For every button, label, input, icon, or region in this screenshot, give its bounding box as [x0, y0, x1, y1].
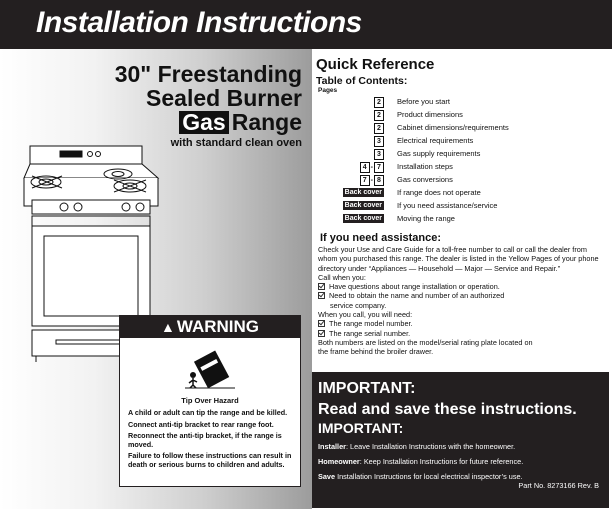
toc-page-ref: 2 [374, 110, 384, 121]
product-title-line1: 30" Freestanding [114, 61, 302, 87]
header-bar [0, 0, 612, 49]
toc-page-ref: Back cover [344, 202, 382, 209]
assistance-footer: the frame behind the broiler drawer. [318, 347, 434, 357]
product-title-line2: Sealed Burner [146, 85, 302, 111]
read-and-save-heading: Read and save these instructions. [318, 401, 577, 418]
toc-page-ref: Back cover [344, 215, 382, 222]
warning-line: Connect anti-tip bracket to rear range foot. [128, 419, 274, 429]
toc-title: Table of Contents: [316, 75, 408, 87]
warning-heading [120, 316, 300, 338]
toc-page-ref: 3 [374, 149, 384, 160]
toc-row [316, 135, 612, 148]
assistance-intro: Check your Use and Care Guide for a toll-free number to call or call the dealer from whom you purchased this range. The dealer is listed in the Yellow Pages of your phone directory under “Appliances — Household — Major — Service and Repair.” [318, 245, 599, 273]
warning-line: Failure to follow these instructions can result in death or serious burns to children and adults. [128, 451, 292, 469]
checklist-item-continued: service company. [330, 300, 387, 310]
installer-note: Installer: Leave Installation Instructions with the homeowner. [318, 442, 516, 451]
checkbox-icon [318, 292, 325, 299]
toc-row [316, 122, 612, 135]
homeowner-note: Homeowner: Keep Installation Instructions for future reference. [318, 457, 524, 466]
range-label: Range [231, 109, 302, 135]
toc-entry: Gas supply requirements [397, 149, 481, 158]
gas-label: Gas [179, 111, 228, 134]
checklist-item: The range serial number. [318, 329, 604, 338]
warning-triangle-icon: ▲ [160, 319, 175, 335]
warning-line: A child or adult can tip the range and be killed. [128, 408, 288, 417]
quick-reference-title: Quick Reference [316, 56, 435, 73]
assistance-footer: Both numbers are listed on the model/serial rating plate located on [318, 337, 533, 347]
important-heading: IMPORTANT: [318, 380, 416, 397]
hazard-title: Tip Over Hazard [181, 396, 239, 405]
warning-line: Reconnect the anti-tip bracket, if the range is moved. [128, 431, 282, 449]
product-subtitle: with standard clean oven [170, 137, 302, 149]
checkbox-icon [318, 320, 325, 327]
checkbox-icon [318, 283, 325, 290]
toc-page-ref: 2 [374, 97, 384, 108]
checklist-item: The range model number. [318, 319, 604, 328]
toc-row [316, 96, 612, 109]
assistance-when-call: When you call, you will need: [318, 310, 413, 320]
product-title-line3 [115, 110, 302, 134]
toc-entry: Gas conversions [397, 175, 453, 184]
toc-entry: If you need assistance/service [397, 201, 498, 210]
table-of-contents [316, 96, 612, 226]
toc-row [316, 148, 612, 161]
assistance-call-when: Call when you: [318, 272, 366, 282]
toc-page-ref: 3 [374, 136, 384, 147]
toc-page-ref: 7 - 8 [360, 175, 384, 186]
document-title: Installation Instructions [36, 6, 362, 39]
assistance-body [318, 245, 612, 357]
warning-text [120, 405, 300, 470]
toc-row [316, 213, 612, 226]
toc-entry: Before you start [397, 97, 450, 106]
important-subheading: IMPORTANT: [318, 420, 404, 436]
toc-page-ref: 2 [374, 123, 384, 134]
toc-row [316, 200, 612, 213]
toc-row [316, 174, 612, 187]
toc-entry: Product dimensions [397, 110, 463, 119]
toc-page-ref: Back cover [344, 189, 382, 196]
checkbox-icon [318, 330, 325, 337]
tip-over-hazard-icon [183, 348, 237, 392]
part-number: Part No. 8273166 Rev. B [518, 481, 599, 490]
warning-box [119, 315, 301, 487]
checklist-item: Have questions about range installation or operation. [318, 282, 604, 291]
product-title [115, 62, 302, 150]
toc-entry: Electrical requirements [397, 136, 474, 145]
toc-entry: If range does not operate [397, 188, 481, 197]
toc-row [316, 187, 612, 200]
toc-entry: Cabinet dimensions/requirements [397, 123, 509, 132]
toc-page-ref: 4 - 7 [360, 162, 384, 173]
checklist-item: Need to obtain the name and number of an authorized [318, 291, 604, 300]
toc-row [316, 109, 612, 122]
quick-reference [312, 56, 612, 370]
toc-row [316, 161, 612, 174]
toc-entry: Installation steps [397, 162, 453, 171]
important-box [312, 372, 609, 508]
assistance-title: If you need assistance: [320, 232, 442, 244]
toc-pages-label: Pages [318, 87, 338, 94]
toc-entry: Moving the range [397, 214, 455, 223]
save-note: Save Installation Instructions for local electrical inspector’s use. [318, 472, 523, 481]
warning-heading-text: WARNING [176, 317, 260, 336]
